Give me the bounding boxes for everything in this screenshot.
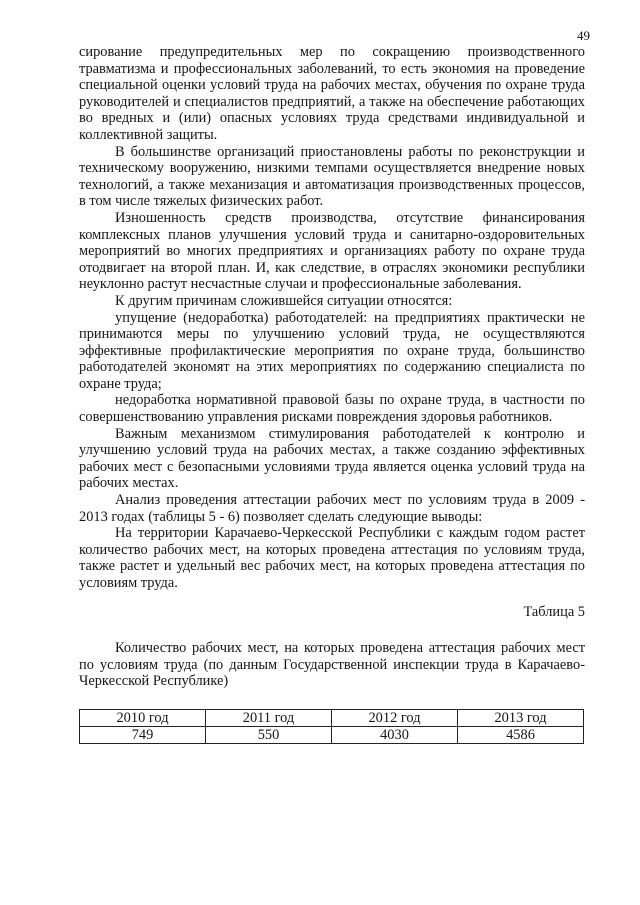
value-cell-2012: 4030 (332, 726, 458, 743)
header-cell-2012: 2012 год (332, 709, 458, 726)
header-cell-2011: 2011 год (206, 709, 332, 726)
paragraph-8: Анализ проведения аттестации рабочих мест по условиям труда в 2009 - 2013 годах (таблицы 5 - 6) позволяет сделать следующие выводы: (79, 492, 585, 525)
page-number: 49 (577, 28, 590, 43)
paragraph-7: Важным механизмом стимулирования работодателей к контролю и улучшению условий труда на рабочих местах, а также созданию эффективных рабочих мест с безопасными условиями труда является оценка условий труда на рабочих местах. (79, 425, 585, 492)
document-body (79, 44, 585, 744)
table-caption: Количество рабочих мест, на которых проведена аттестация рабочих мест по условиям труда (по данным Государственной инспекции труда в Карачаево-Черкесской Республике) (79, 640, 585, 690)
paragraph-6: недоработка нормативной правовой базы по охране труда, в частности по совершенствованию управления рисками повреждения здоровья работников. (79, 392, 585, 426)
table-label: Таблица 5 (523, 603, 585, 620)
attestation-table (79, 709, 584, 744)
header-cell-2013: 2013 год (458, 709, 584, 726)
header-cell-2010: 2010 год (80, 709, 206, 726)
paragraph-2: В большинстве организаций приостановлены работы по реконструкции и техническому вооружению, низкими темпами осуществляется внедрение новых технологий, а также механизация и автоматизация производственных процессов, в том числе тяжелых физических работ. (79, 143, 585, 210)
paragraph-4: К другим причинам сложившейся ситуации относятся: (115, 292, 453, 309)
value-cell-2013: 4586 (458, 726, 584, 743)
paragraph-9: На территории Карачаево-Черкесской Республики с каждым годом растет количество рабочих мест, на которых проведена аттестация по условиям труда, также растет и удельный вес рабочих мест, на которых проведена аттестация по условиям труда. (79, 525, 585, 591)
value-cell-2010: 749 (80, 726, 206, 743)
paragraph-1: сирование предупредительных мер по сокращению производственного травматизма и профессиональных заболеваний, то есть экономия на проведение специальной оценки условий труда на рабочих местах, обучения по охране труда руководителей и специалистов предприятий, а также на обеспечение работающих во вредных и (или) опасных условиях труда средствами индивидуальной и коллективной защиты. (79, 44, 585, 143)
paragraph-5: упущение (недоработка) работодателей: на предприятиях практически не принимаются меры по улучшению условий труда, не осуществляются эффективные профилактические мероприятия по охране труда, большинство работодателей экономят на этих мероприятиях по содержанию специалиста по охране труда; (79, 309, 585, 392)
table-row (80, 726, 584, 743)
value-cell-2011: 550 (206, 726, 332, 743)
paragraph-3: Изношенность средств производства, отсутствие финансирования комплексных планов улучшения условий труда и санитарно-оздоровительных мероприятий во многих предприятиях и организациях работу по охране труда отодвигает на второй план. И, как следствие, в отраслях экономики республики неуклонно растут несчастные случаи и профессиональные заболевания. (79, 209, 585, 293)
table-header-row (80, 709, 584, 726)
